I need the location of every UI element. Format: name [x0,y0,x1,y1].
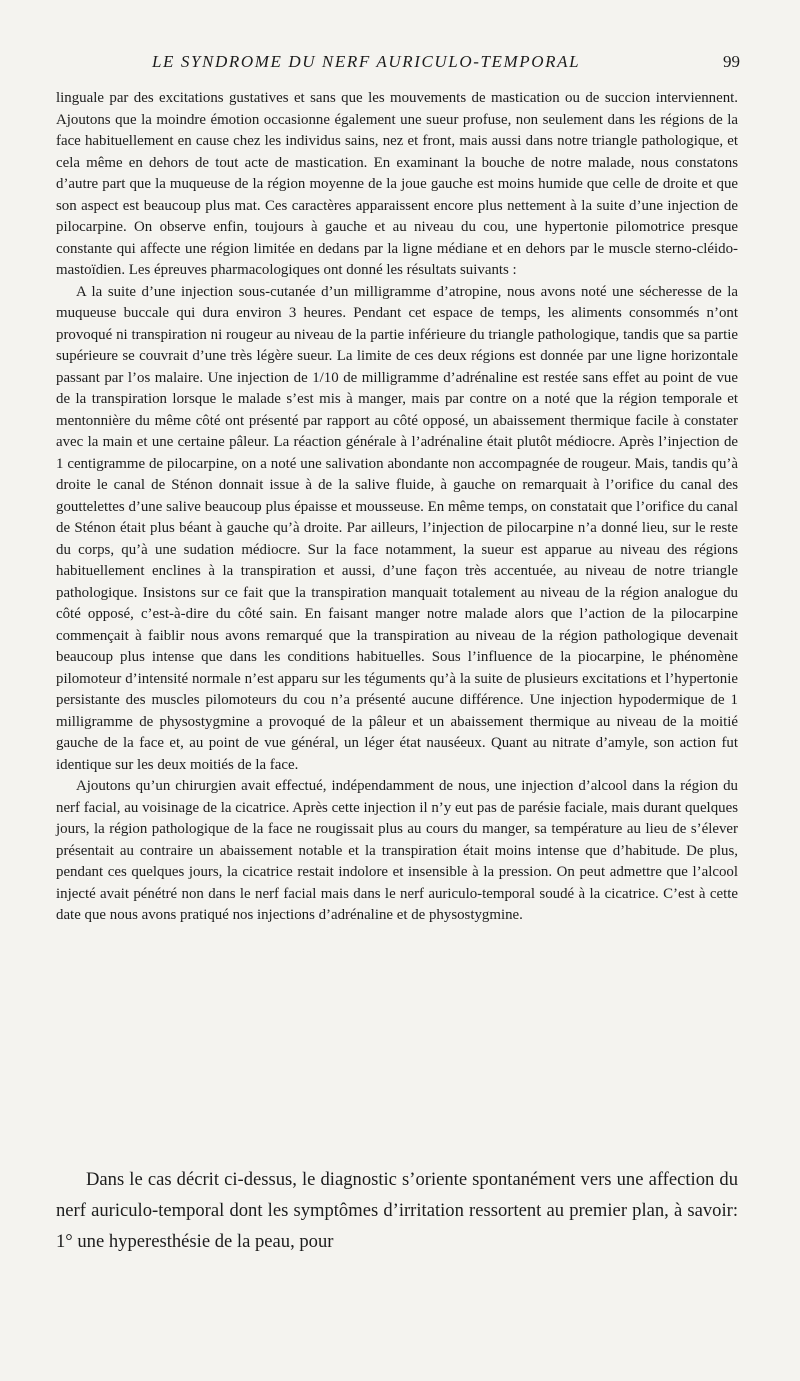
paragraph-alcohol-injection: Ajoutons qu’un chirurgien avait effectué, indépendamment de nous, une injection d’alcool dans la région du nerf facial, au voisinage de la cicatrice. Après cette injection il n’y eut pas de parésie faciale, mais durant quelques jours, la région pathologique de la face ne rougissait plus au cours du manger, sa température au lieu de s’élever présentait au contraire un abaissement notable et la transpiration était moins intense que d’habitude. De plus, pendant ces quelques jours, la cicatrice restait indolore et insensible à la pression. On peut admettre que l’alcool injecté avait pénétré non dans le nerf facial mais dans le nerf auriculo-temporal soudé à la cicatrice. C’est à cette date que nous avons pratiqué nos injections d’adrénaline et de physostygmine. [56,778,738,923]
page-number: 99 [723,52,740,71]
paragraph-pharmacological-tests: A la suite d’une injection sous-cutanée d’un milligramme d’atropine, nous avons noté une sécheresse de la muqueuse buccale qui dura environ 3 heures. Pendant cet espace de temps, les aliments consommés n’ont provoqué ni transpiration ni rougeur au niveau de la partie inférieure du triangle pathologique, tandis que sa partie supérieure se couvrait d’une très légère sueur. La limite de ces deux régions est donnée par une ligne horizontale passant par l’os malaire. Une injection de 1/10 de milligramme d’adrénaline est restée sans effet au point de vue de la transpiration lorsque le malade s’est mis à manger, mais par contre on a noté que la région temporale et mentonnière du même côté ont présenté par rapport au côté opposé, un abaissement thermique facile à constater avec la main et une certaine pâleur. La réaction générale à l’adrénaline était plutôt médiocre. Après l’injection de 1 centigramme de pilocarpine, on a noté une salivation abondante non accompagnée de rougeur. Mais, tandis qu’à droite le canal de Sténon donnait issue à de la salive fluide, à gauche on remarquait à l’orifice du canal des gouttelettes d’une salive beaucoup plus épaisse et mousseuse. En même temps, on constatait que l’orifice du canal de Sténon était plus béant à gauche qu’à droite. Par ailleurs, l’injection de pilocarpine n’a donné lieu, sur le reste du corps, qu’à une sudation médiocre. Sur la face notamment, la sueur est apparue au niveau des régions habituellement enclines à la transpiration et aussi, d’une façon très accentuée, au niveau de notre triangle pathologique. Insistons sur ce fait que la transpiration manquait totalement au niveau de la région analogue du côté opposé, c’est-à-dire du côté sain. En faisant manger notre malade alors que l’action de la pilocarpine commençait à faiblir nous avons remarqué que la transpiration au niveau de la région pathologique devenait beaucoup plus intense que dans les conditions habituelles. Sous l’influence de la piocarpine, le phénomène pilomoteur d’intensité normale n’est apparu sur les téguments qu’à la suite de plusieurs excitations et l’hypertonie persistante des muscles pilomoteurs du cou n’a présenté aucune différence. Une injection hypodermique de 1 milligramme de physostygmine a provoqué de la pâleur et un abaissement thermique au niveau de la moitié gauche de la face et, au point de vue général, un léger état nauséeux. Quant au nitrate d’amyle, son action fut identique sur les deux moitiés de la face. [56,283,738,773]
body-text-large [56,1164,738,1257]
body-text-small [56,88,738,927]
paragraph-continuation: linguale par des excitations gustatives et sans que les mouvements de mastication ou de succion interviennent. Ajoutons que la moindre émotion occasionne également une sueur profuse, non seulement dans les régions de la face habituellement en cause chez les individus sains, nez et front, mais aussi dans notre triangle pathologique, et cela même en dehors de tout acte de mastication. En examinant la bouche de notre malade, nous constatons d’autre part que la muqueuse de la région moyenne de la joue gauche est moins humide que celle de droite et que son aspect est beaucoup plus mat. Ces caractères apparaissent encore plus nettement à la suite d’une injection de pilocarpine. On observe enfin, toujours à gauche et au niveau du cou, une hypertonie pilomotrice presque constante qui affecte une région limitée en dedans par la ligne médiane et en dehors par le muscle sterno-cléido-mastoïdien. Les épreuves pharmacologiques ont donné les résultats suivants : [56,90,738,278]
page-header [100,52,740,76]
paragraph-diagnosis: Dans le cas décrit ci-dessus, le diagnostic s’oriente spontanément vers une affection du nerf auriculo-temporal dont les symptômes d’irritation ressortent au premier plan, à savoir: 1° une hyperesthésie de la peau, pour [56,1169,738,1252]
running-head: LE SYNDROME DU NERF AURICULO-TEMPORAL [152,52,581,71]
